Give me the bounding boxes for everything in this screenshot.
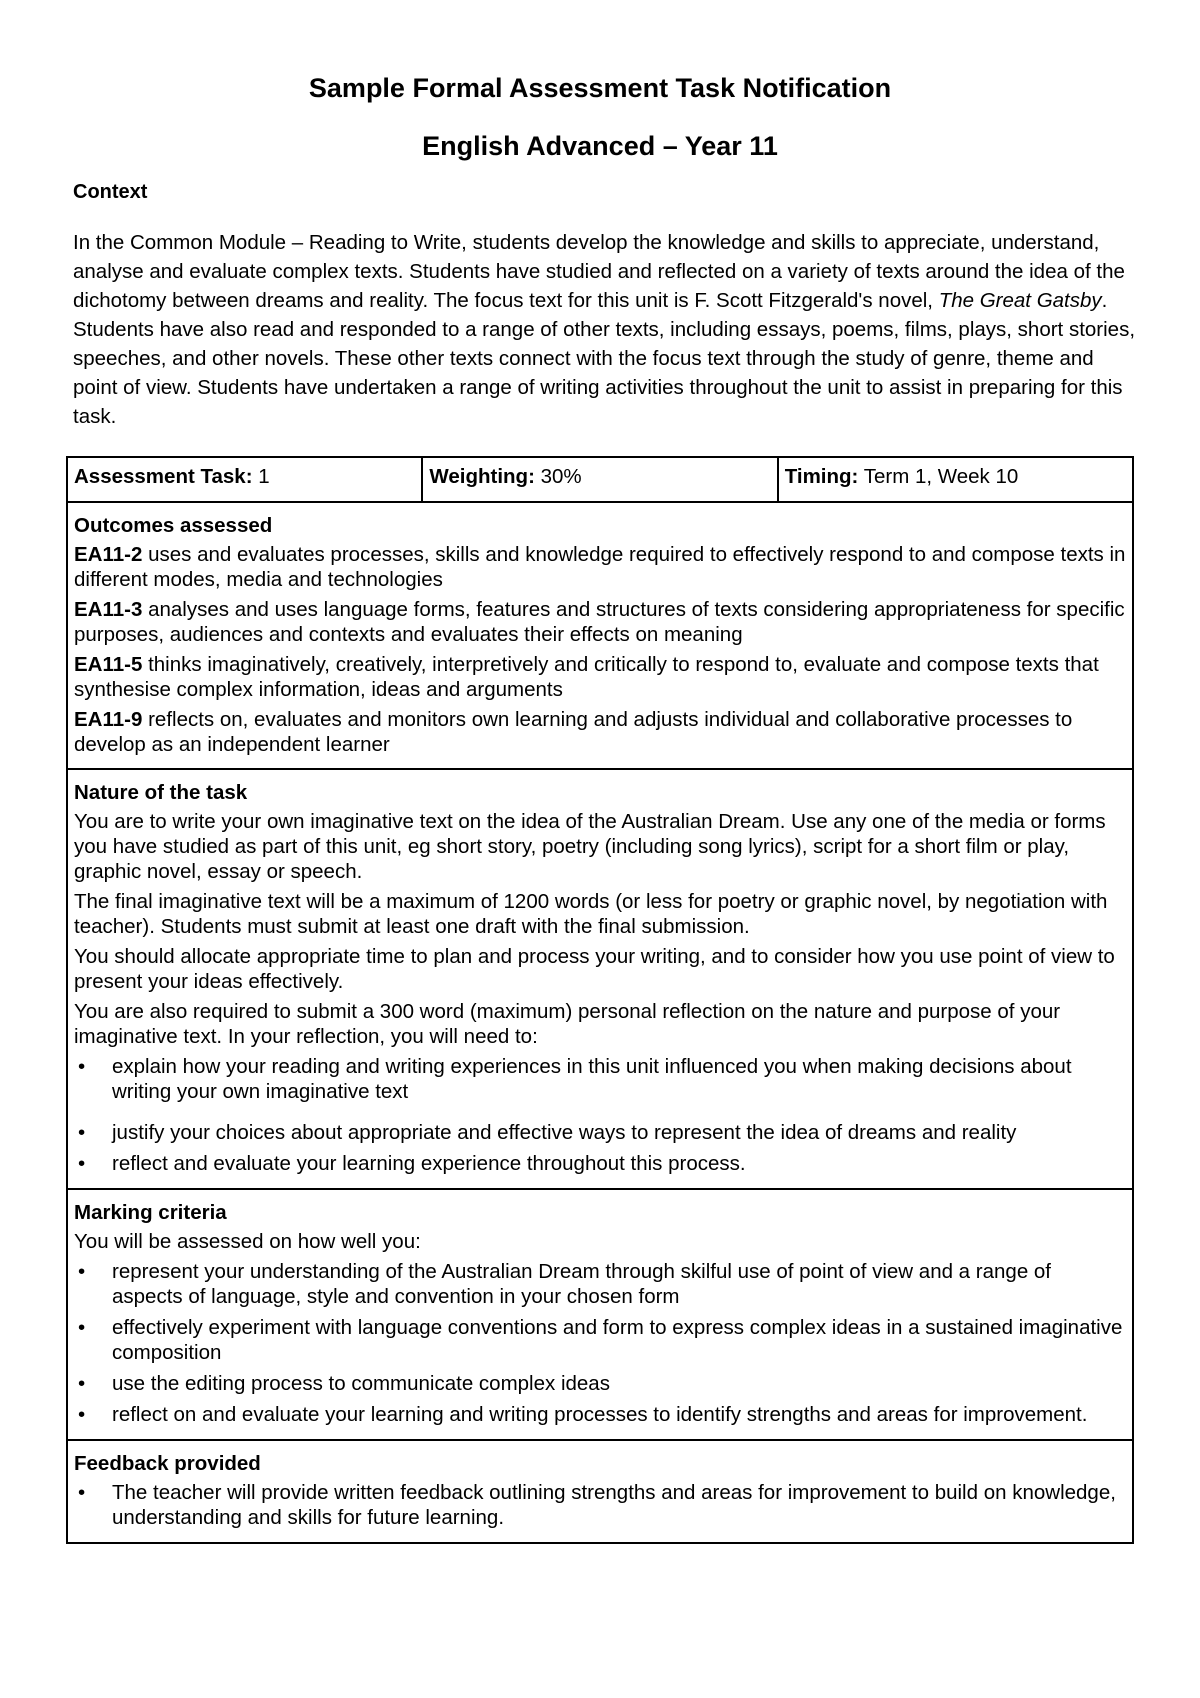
task-summary-row [67, 457, 1133, 502]
weighting-cell [422, 457, 777, 502]
document-subtitle: English Advanced – Year 11 [422, 131, 778, 161]
bullet-icon: • [78, 1481, 86, 1504]
outcome-code: EA11-2 [74, 543, 143, 566]
list-item-text: effectively experiment with language conventions and form to express complex ideas in a sustained imaginative composition [112, 1316, 1123, 1364]
timing-cell [778, 457, 1133, 502]
outcomes-row [67, 502, 1133, 769]
list-item-text: reflect on and evaluate your learning and writing processes to identify strengths and areas for improvement. [112, 1403, 1088, 1426]
outcome-item [74, 652, 1126, 702]
nature-paragraph: You should allocate appropriate time to plan and process your writing, and to consider how you use point of view to present your ideas effectively. [74, 945, 1115, 993]
assessment-table [66, 456, 1134, 1544]
outcome-item [74, 707, 1126, 757]
list-item [74, 1054, 1126, 1104]
timing-value: Term 1, Week 10 [858, 465, 1019, 488]
bullet-icon: • [78, 1055, 86, 1078]
nature-paragraph: You are also required to submit a 300 word (maximum) personal reflection on the nature and purpose of your imaginative text. In your reflection, you will need to: [74, 1000, 1061, 1048]
context-heading: Context [73, 181, 148, 203]
task-number-cell [67, 457, 422, 502]
feedback-row [67, 1440, 1133, 1543]
bullet-icon: • [78, 1316, 86, 1339]
list-item [74, 1371, 1126, 1396]
outcome-text: reflects on, evaluates and monitors own learning and adjusts individual and collaborative processes to develop as an independent learner [74, 708, 1073, 756]
marking-heading: Marking criteria [74, 1201, 227, 1224]
list-item [74, 1402, 1126, 1427]
task-value: 1 [252, 465, 270, 488]
focus-text-title: The Great Gatsby [938, 289, 1102, 312]
list-item [74, 1151, 1126, 1176]
timing-label: Timing: [784, 465, 859, 488]
bullet-icon: • [78, 1403, 86, 1426]
nature-cell [67, 769, 1133, 1189]
outcome-item [74, 542, 1126, 592]
list-item-text: justify your choices about appropriate and effective ways to represent the idea of dreams and reality [112, 1121, 1017, 1144]
nature-row [67, 769, 1133, 1189]
outcomes-cell [67, 502, 1133, 769]
outcomes-heading: Outcomes assessed [74, 514, 273, 537]
outcome-code: EA11-9 [74, 708, 143, 731]
list-item [74, 1480, 1126, 1530]
weighting-label: Weighting: [429, 465, 535, 488]
nature-paragraph: The final imaginative text will be a maximum of 1200 words (or less for poetry or graphic novel, by negotiation with teacher). Students must submit at least one draft with the final submission. [74, 890, 1108, 938]
bullet-icon: • [78, 1372, 86, 1395]
list-item [74, 1315, 1126, 1365]
context-text-start: In the Common Module – Reading to Write, students develop the knowledge and skills to appreciate, understand, analyse and evaluate complex texts. Students have studied and reflected on a variety of texts around the idea of the dichotomy between dreams and reality. The focus text for this unit is F. Scott Fitzgerald's novel, [73, 231, 1125, 312]
document-title: Sample Formal Assessment Task Notification [308, 73, 892, 103]
reflection-list [74, 1054, 1126, 1176]
task-label: Assessment Task: [74, 465, 253, 488]
list-item-text: explain how your reading and writing experiences in this unit influenced you when making decisions about writing your own imaginative text [112, 1055, 1072, 1103]
outcome-item [74, 597, 1126, 647]
bullet-icon: • [78, 1260, 86, 1283]
outcome-code: EA11-3 [74, 598, 143, 621]
list-item-text: represent your understanding of the Australian Dream through skilful use of point of view and a range of aspects of language, style and convention in your chosen form [112, 1260, 1052, 1308]
marking-cell [67, 1189, 1133, 1440]
list-item-text: use the editing process to communicate complex ideas [112, 1372, 610, 1395]
list-item-text: The teacher will provide written feedback outlining strengths and areas for improvement to build on knowledge, understanding and skills for future learning. [112, 1481, 1116, 1529]
feedback-heading: Feedback provided [74, 1452, 261, 1475]
outcome-text: thinks imaginatively, creatively, interpretively and critically to respond to, evaluate and compose texts that synthesise complex information, ideas and arguments [74, 653, 1099, 701]
list-item [74, 1259, 1126, 1309]
outcome-text: analyses and uses language forms, features and structures of texts considering appropriateness for specific purposes, audiences and contexts and evaluates their effects on meaning [74, 598, 1125, 646]
nature-paragraph: You are to write your own imaginative text on the idea of the Australian Dream. Use any one of the media or forms you have studied as part of this unit, eg short story, poetry (including song lyrics), script for a short film or play, graphic novel, essay or speech. [74, 810, 1106, 883]
context-paragraph [73, 228, 1143, 431]
nature-heading: Nature of the task [74, 781, 248, 804]
feedback-cell [67, 1440, 1133, 1543]
marking-intro: You will be assessed on how well you: [74, 1230, 421, 1253]
context-text-end: . Students have also read and responded to a range of other texts, including essays, poems, films, plays, short stories, speeches, and other novels. These other texts connect with the focus text through the study of genre, theme and point of view. Students have undertaken a range of writing activities throughout the unit to assist in preparing for this task. [73, 289, 1136, 428]
weighting-value: 30% [534, 465, 582, 488]
marking-criteria-list [74, 1259, 1126, 1427]
bullet-icon: • [78, 1152, 86, 1175]
outcome-code: EA11-5 [74, 653, 143, 676]
marking-row [67, 1189, 1133, 1440]
outcome-text: uses and evaluates processes, skills and knowledge required to effectively respond to and compose texts in different modes, media and technologies [74, 543, 1126, 591]
list-item-text: reflect and evaluate your learning experience throughout this process. [112, 1152, 746, 1175]
bullet-icon: • [78, 1121, 86, 1144]
feedback-list [74, 1480, 1126, 1530]
list-item [74, 1120, 1126, 1145]
